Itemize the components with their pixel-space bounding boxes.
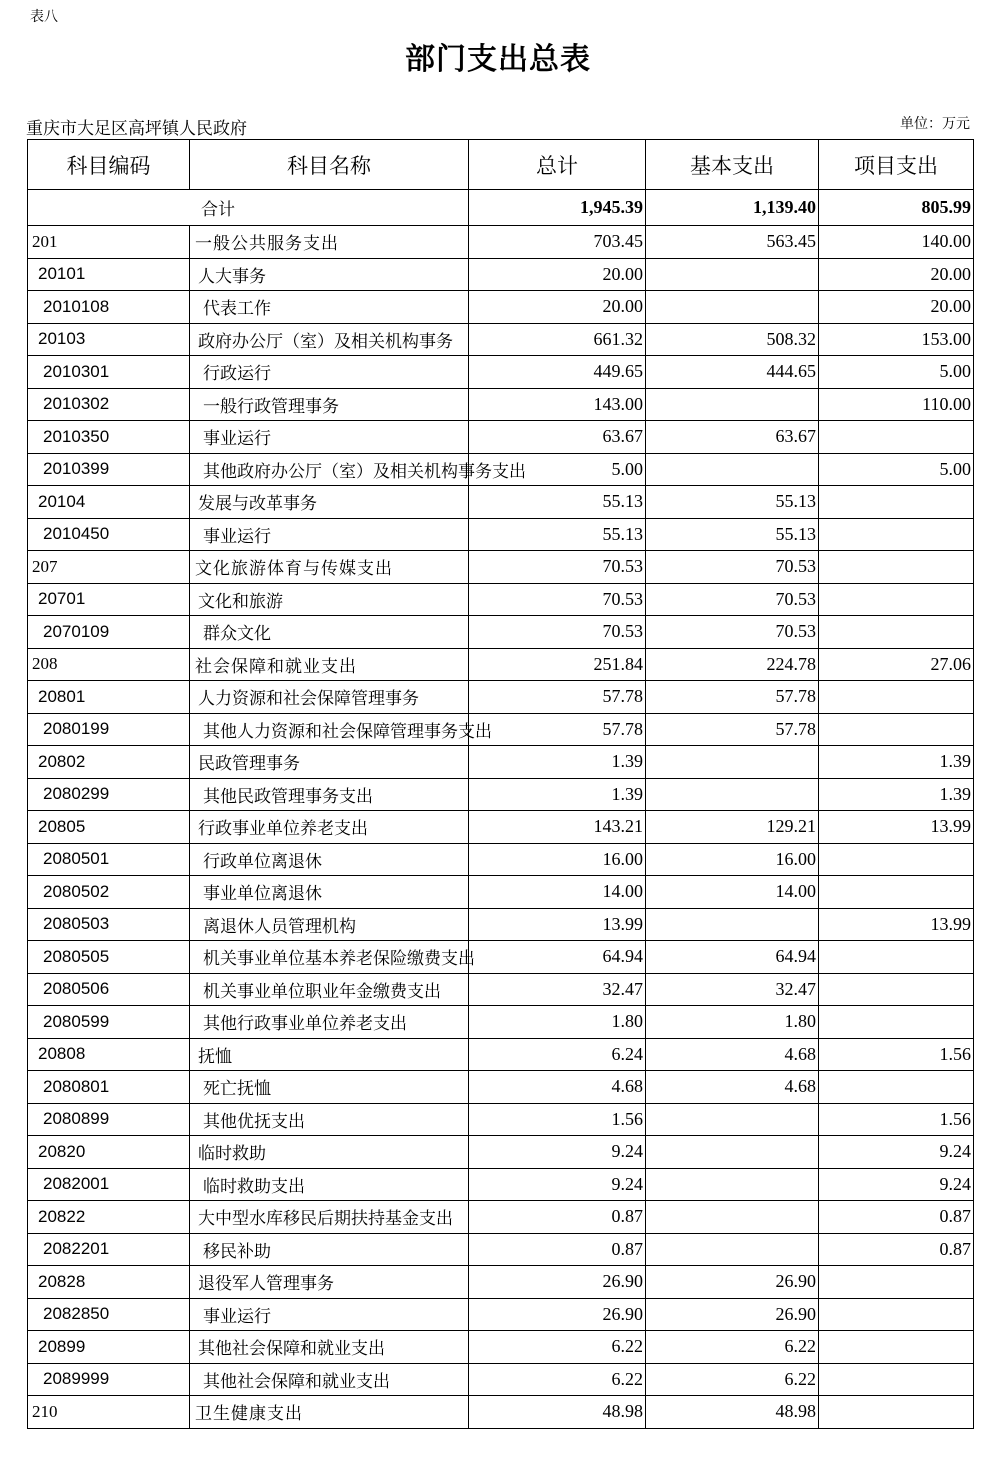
row-code: 2010108 [28,291,190,324]
row-project [819,551,974,584]
row-name: 事业单位离退休 [190,876,469,909]
row-code: 20101 [28,258,190,291]
row-name: 代表工作 [190,291,469,324]
table-row [28,616,974,649]
row-project: 0.87 [819,1201,974,1234]
table-row [28,908,974,941]
row-total: 13.99 [469,908,646,941]
row-code: 210 [28,1396,190,1429]
row-project [819,1298,974,1331]
row-name: 行政单位离退休 [190,843,469,876]
row-project: 27.06 [819,648,974,681]
row-code: 201 [28,226,190,259]
table-row [28,1233,974,1266]
row-basic: 26.90 [646,1298,819,1331]
table-row [28,973,974,1006]
row-name: 其他行政事业单位养老支出 [190,1006,469,1039]
row-name: 其他民政管理事务支出 [190,778,469,811]
row-project [819,941,974,974]
row-total: 661.32 [469,323,646,356]
row-code: 20805 [28,811,190,844]
row-code: 20899 [28,1331,190,1364]
table-row [28,1331,974,1364]
total-row [28,190,974,226]
row-basic [646,1103,819,1136]
row-total: 143.00 [469,388,646,421]
row-project [819,583,974,616]
row-total: 703.45 [469,226,646,259]
row-code: 2010302 [28,388,190,421]
total-project: 805.99 [819,190,974,226]
row-basic [646,746,819,779]
row-basic: 32.47 [646,973,819,1006]
table-row [28,648,974,681]
row-code: 2080899 [28,1103,190,1136]
total-basic: 1,139.40 [646,190,819,226]
table-row [28,1136,974,1169]
table-row [28,518,974,551]
header-code: 科目编码 [28,140,190,190]
table-row [28,1266,974,1299]
table-row [28,681,974,714]
table-row [28,1363,974,1396]
header-basic: 基本支出 [646,140,819,190]
row-name: 政府办公厅（室）及相关机构事务 [190,323,469,356]
row-name: 离退休人员管理机构 [190,908,469,941]
row-total: 26.90 [469,1298,646,1331]
row-project [819,1396,974,1429]
row-name: 死亡抚恤 [190,1071,469,1104]
row-basic: 48.98 [646,1396,819,1429]
row-total: 57.78 [469,681,646,714]
row-name: 一般行政管理事务 [190,388,469,421]
table-row [28,1071,974,1104]
table-row [28,1396,974,1429]
row-total: 55.13 [469,486,646,519]
row-total: 4.68 [469,1071,646,1104]
unit-label: 单位：万元 [900,116,970,132]
row-basic: 6.22 [646,1363,819,1396]
row-name: 事业运行 [190,518,469,551]
row-name: 退役军人管理事务 [190,1266,469,1299]
row-code: 2080801 [28,1071,190,1104]
table-row [28,421,974,454]
row-code: 2080505 [28,941,190,974]
row-basic: 129.21 [646,811,819,844]
row-project: 9.24 [819,1136,974,1169]
row-project [819,1006,974,1039]
row-basic: 1.80 [646,1006,819,1039]
row-total: 14.00 [469,876,646,909]
row-code: 2082001 [28,1168,190,1201]
row-total: 16.00 [469,843,646,876]
row-code: 2010399 [28,453,190,486]
row-basic: 26.90 [646,1266,819,1299]
row-project [819,421,974,454]
row-basic: 63.67 [646,421,819,454]
row-code: 20828 [28,1266,190,1299]
row-total: 9.24 [469,1136,646,1169]
row-code: 2080501 [28,843,190,876]
row-name: 其他人力资源和社会保障管理事务支出 [190,713,469,746]
row-total: 48.98 [469,1396,646,1429]
row-project: 140.00 [819,226,974,259]
row-total: 55.13 [469,518,646,551]
table-row [28,1038,974,1071]
row-basic: 508.32 [646,323,819,356]
row-basic: 16.00 [646,843,819,876]
row-basic: 70.53 [646,583,819,616]
row-project [819,1363,974,1396]
row-total: 20.00 [469,258,646,291]
row-basic [646,388,819,421]
row-code: 20820 [28,1136,190,1169]
row-total: 1.56 [469,1103,646,1136]
row-total: 9.24 [469,1168,646,1201]
row-name: 一般公共服务支出 [190,226,469,259]
row-total: 251.84 [469,648,646,681]
row-code: 20808 [28,1038,190,1071]
row-code: 2082201 [28,1233,190,1266]
row-name: 临时救助 [190,1136,469,1169]
row-project: 153.00 [819,323,974,356]
table-row [28,323,974,356]
row-code: 20822 [28,1201,190,1234]
row-project: 13.99 [819,908,974,941]
row-total: 64.94 [469,941,646,974]
expenditure-table [27,139,974,1429]
row-total: 0.87 [469,1201,646,1234]
row-total: 26.90 [469,1266,646,1299]
row-basic: 57.78 [646,713,819,746]
row-total: 20.00 [469,291,646,324]
row-name: 事业运行 [190,421,469,454]
row-basic [646,258,819,291]
row-basic: 444.65 [646,356,819,389]
row-name: 移民补助 [190,1233,469,1266]
organization-name: 重庆市大足区高坪镇人民政府 [26,119,247,139]
row-code: 208 [28,648,190,681]
row-name: 事业运行 [190,1298,469,1331]
row-project [819,713,974,746]
row-project: 9.24 [819,1168,974,1201]
row-project: 110.00 [819,388,974,421]
row-basic: 55.13 [646,486,819,519]
row-project: 1.39 [819,778,974,811]
table-row [28,1006,974,1039]
table-row [28,811,974,844]
row-name: 文化旅游体育与传媒支出 [190,551,469,584]
row-name: 人力资源和社会保障管理事务 [190,681,469,714]
row-project: 1.39 [819,746,974,779]
row-total: 1.39 [469,778,646,811]
row-project: 1.56 [819,1038,974,1071]
table-row [28,843,974,876]
row-project [819,486,974,519]
row-name: 其他社会保障和就业支出 [190,1331,469,1364]
row-basic [646,1136,819,1169]
row-basic: 14.00 [646,876,819,909]
row-basic: 55.13 [646,518,819,551]
row-code: 2082850 [28,1298,190,1331]
row-project [819,876,974,909]
row-name: 机关事业单位职业年金缴费支出 [190,973,469,1006]
row-total: 70.53 [469,551,646,584]
row-basic [646,1233,819,1266]
table-row [28,583,974,616]
row-total: 143.21 [469,811,646,844]
row-basic [646,1168,819,1201]
row-total: 70.53 [469,583,646,616]
row-name: 社会保障和就业支出 [190,648,469,681]
table-row [28,551,974,584]
table-row [28,356,974,389]
row-name: 文化和旅游 [190,583,469,616]
row-code: 2089999 [28,1363,190,1396]
header-project: 项目支出 [819,140,974,190]
header-total: 总计 [469,140,646,190]
row-project [819,1071,974,1104]
row-basic: 4.68 [646,1038,819,1071]
row-code: 20104 [28,486,190,519]
row-code: 2080299 [28,778,190,811]
row-total: 32.47 [469,973,646,1006]
row-code: 2010301 [28,356,190,389]
row-name: 群众文化 [190,616,469,649]
row-name: 民政管理事务 [190,746,469,779]
row-basic: 563.45 [646,226,819,259]
row-project [819,681,974,714]
row-project: 5.00 [819,356,974,389]
row-code: 2080502 [28,876,190,909]
row-basic [646,908,819,941]
table-row [28,941,974,974]
row-basic: 57.78 [646,681,819,714]
row-project: 13.99 [819,811,974,844]
row-name: 人大事务 [190,258,469,291]
header-row [28,140,974,190]
row-code: 2010450 [28,518,190,551]
table-row [28,486,974,519]
row-basic [646,291,819,324]
table-row [28,876,974,909]
row-name: 其他政府办公厅（室）及相关机构事务支出 [190,453,469,486]
row-name: 临时救助支出 [190,1168,469,1201]
row-name: 行政事业单位养老支出 [190,811,469,844]
row-basic [646,453,819,486]
row-total: 63.67 [469,421,646,454]
row-total: 6.24 [469,1038,646,1071]
row-code: 2010350 [28,421,190,454]
table-number-label: 表八 [30,9,58,25]
page-title: 部门支出总表 [405,42,591,77]
table-row [28,388,974,421]
table-row [28,713,974,746]
row-name: 机关事业单位基本养老保险缴费支出 [190,941,469,974]
row-project [819,616,974,649]
row-project: 20.00 [819,258,974,291]
row-code: 20103 [28,323,190,356]
row-total: 0.87 [469,1233,646,1266]
row-basic: 224.78 [646,648,819,681]
row-project [819,973,974,1006]
row-total: 1.39 [469,746,646,779]
row-project [819,518,974,551]
row-code: 2080199 [28,713,190,746]
row-code: 2080506 [28,973,190,1006]
row-total: 70.53 [469,616,646,649]
row-code: 2070109 [28,616,190,649]
row-name: 行政运行 [190,356,469,389]
total-label: 合计 [28,190,469,226]
row-name: 卫生健康支出 [190,1396,469,1429]
table-row [28,1298,974,1331]
row-basic: 70.53 [646,616,819,649]
row-project: 5.00 [819,453,974,486]
row-code: 2080599 [28,1006,190,1039]
row-basic: 64.94 [646,941,819,974]
row-basic [646,778,819,811]
row-project: 20.00 [819,291,974,324]
header-name: 科目名称 [190,140,469,190]
table-row [28,778,974,811]
row-basic: 6.22 [646,1331,819,1364]
row-total: 6.22 [469,1363,646,1396]
table-row [28,1103,974,1136]
row-project [819,843,974,876]
row-code: 2080503 [28,908,190,941]
row-total: 5.00 [469,453,646,486]
row-basic [646,1201,819,1234]
row-code: 20701 [28,583,190,616]
row-code: 20801 [28,681,190,714]
table-row [28,258,974,291]
row-name: 抚恤 [190,1038,469,1071]
table-row [28,1168,974,1201]
row-project: 1.56 [819,1103,974,1136]
table-row [28,291,974,324]
row-name: 其他社会保障和就业支出 [190,1363,469,1396]
row-basic: 4.68 [646,1071,819,1104]
row-project [819,1266,974,1299]
row-basic: 70.53 [646,551,819,584]
row-total: 1.80 [469,1006,646,1039]
row-project [819,1331,974,1364]
row-name: 大中型水库移民后期扶持基金支出 [190,1201,469,1234]
table-row [28,453,974,486]
row-total: 57.78 [469,713,646,746]
total-total: 1,945.39 [469,190,646,226]
table-row [28,746,974,779]
row-code: 207 [28,551,190,584]
row-name: 发展与改革事务 [190,486,469,519]
row-project: 0.87 [819,1233,974,1266]
row-total: 6.22 [469,1331,646,1364]
table-row [28,226,974,259]
row-total: 449.65 [469,356,646,389]
row-code: 20802 [28,746,190,779]
table-row [28,1201,974,1234]
row-name: 其他优抚支出 [190,1103,469,1136]
